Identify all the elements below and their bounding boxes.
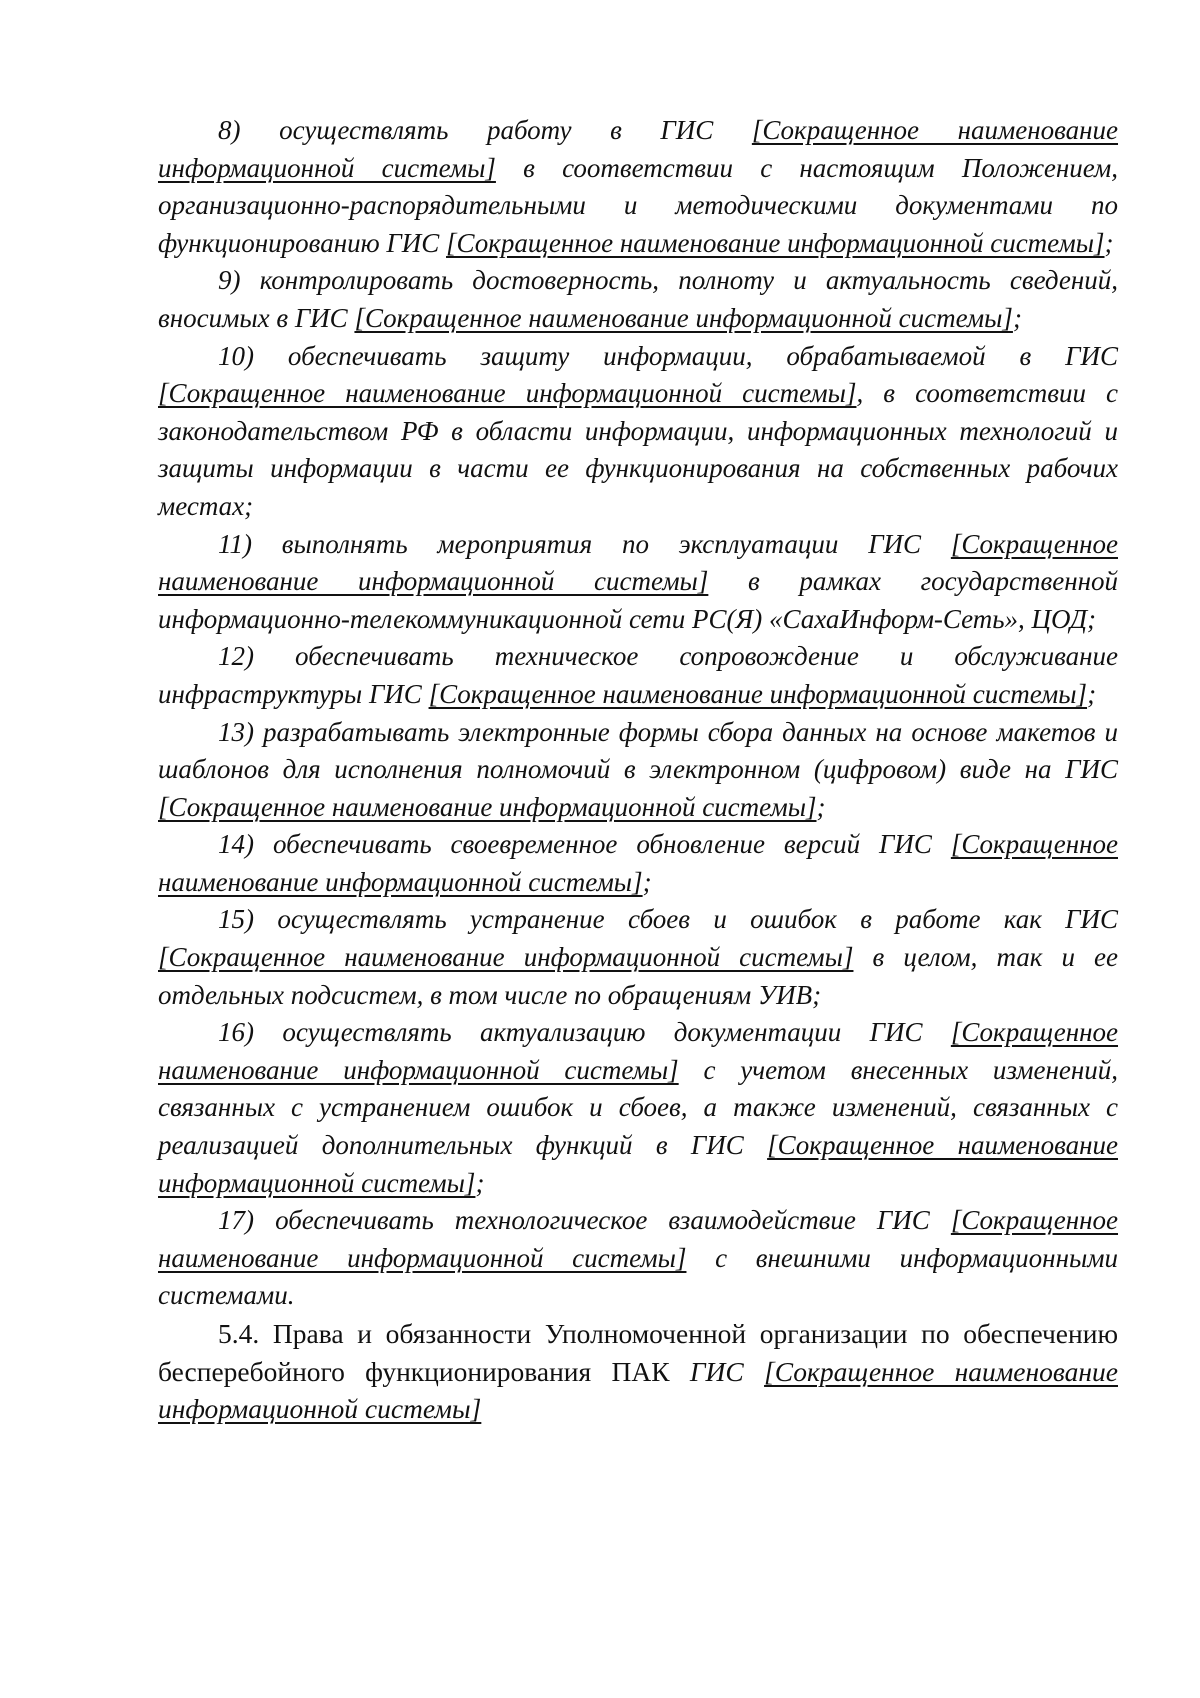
system-name-placeholder: [Сокращенное наименование информационной системы]	[158, 1355, 1118, 1425]
document-page	[158, 112, 1118, 1428]
list-item-14: 14) обеспечивать своевременное обновление версий ГИС [Сокращенное наименование информационной системы];	[158, 829, 1118, 897]
list-item-9: 9) контролировать достоверность, полноту и актуальность сведений, вносимых в ГИС [Сокращенное наименование информационной системы];	[158, 265, 1119, 333]
system-name-placeholder: [Сокращенное наименование информационной системы]	[158, 829, 1118, 897]
list-item-13: 13) разрабатывать электронные формы сбора данных на основе макетов и шаблонов для исполнения полномочий в электронном (цифровом) виде на ГИС [Сокращенное наименование информационной системы];	[158, 716, 1119, 822]
system-name-placeholder: [Сокращенное наименование информационной системы]	[158, 528, 1118, 597]
system-name-placeholder: [Сокращенное наименование информационной системы]	[158, 1017, 1119, 1085]
section-heading: 5.4. Права и обязанности Уполномоченной организации по обеспечению бесперебойного функционирования ПАК ГИС [Сокращенное наименование информационной системы]	[158, 1318, 1118, 1425]
system-name-placeholder: [Сокращенное наименование информационной системы]	[158, 791, 817, 822]
list-item-15: 15) осуществлять устранение сбоев и ошибок в работе как ГИС [Сокращенное наименование информационной системы] в целом, так и ее отдельных подсистем, в том числе по обращениям УИВ;	[158, 904, 1119, 1010]
system-name-placeholder: [Сокращенное наименование информационной системы]	[446, 227, 1105, 258]
system-name-placeholder: [Сокращенное наименование информационной системы]	[158, 942, 854, 973]
list-item-11: 11) выполнять мероприятия по эксплуатации ГИС [Сокращенное наименование информационной системы] в рамках государственной информационно-телекоммуникационной сети РС(Я) «СахаИнформ-Сеть», ЦОД;	[158, 528, 1118, 634]
list-item-12: 12) обеспечивать техническое сопровождение и обслуживание инфраструктуры ГИС [Сокращенное наименование информационной системы];	[158, 641, 1119, 709]
system-name-placeholder: [Сокращенное наименование информационной системы]	[428, 678, 1088, 709]
system-name-placeholder: [Сокращенное наименование информационной системы]	[354, 302, 1013, 333]
list-item-10: 10) обеспечивать защиту информации, обрабатываемой в ГИС [Сокращенное наименование информационной системы], в соответствии с законодательством РФ в области информации, информационных технологий и защиты информации в части ее функционирования на собственных рабочих местах;	[158, 340, 1118, 521]
system-name-placeholder: [Сокращенное наименование информационной системы]	[158, 1205, 1119, 1273]
list-item-17: 17) обеспечивать технологическое взаимодействие ГИС [Сокращенное наименование информационной системы] с внешними информационными системами.	[158, 1205, 1119, 1311]
list-item-16: 16) осуществлять актуализацию документации ГИС [Сокращенное наименование информационной системы] с учетом внесенных изменений, связанных с устранением ошибок и сбоев, а также изменений, связанных с реализацией дополнительных функций в ГИС [Сокращенное наименование информационной системы];	[158, 1017, 1119, 1198]
list-item-8: 8) осуществлять работу в ГИС [Сокращенное наименование информационной системы] в соответствии с настоящим Положением, организационно-распорядительными и методическими документами по функционированию ГИС [Сокращенное наименование информационной системы];	[158, 115, 1119, 258]
system-name-placeholder: [Сокращенное наименование информационной системы]	[158, 1130, 1118, 1198]
system-name-placeholder: [Сокращенное наименование информационной системы]	[158, 378, 857, 409]
system-name-placeholder: [Сокращенное наименование информационной системы]	[158, 115, 1119, 183]
